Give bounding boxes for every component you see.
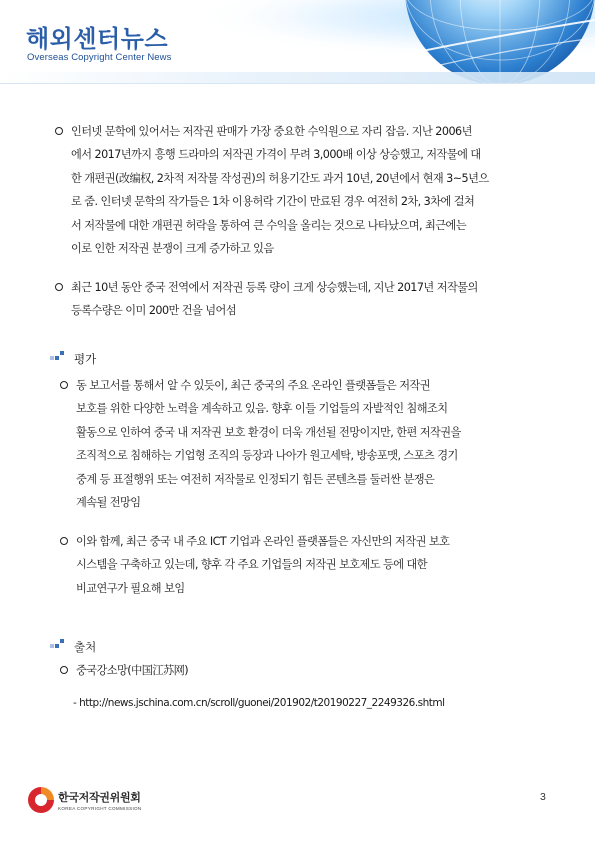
section-heading-label: 출처 xyxy=(74,640,97,654)
text-line: 활동으로 인하여 중국 내 저작권 보호 환경이 더욱 개선될 전망이지만, 한편 저작권을 xyxy=(76,425,461,439)
text-line: 동 보고서를 통해서 알 수 있듯이, 최근 중국의 주요 온라인 플랫폼들은 저작권 xyxy=(76,379,431,392)
text-line: 로 줌. 인터넷 문학의 작가들은 1차 이용허락 기간이 만료된 경우 여전히 2차, 3차에 걸쳐 xyxy=(71,195,475,209)
text-line: 비교연구가 필요해 보임 xyxy=(76,581,185,595)
text-line: 계속될 전망임 xyxy=(76,496,141,510)
text-line: 최근 10년 동안 중국 전역에서 저작권 등록 량이 크게 상승했는데, 지난 2017년 저작물의 xyxy=(71,281,478,294)
commission-logo-icon xyxy=(26,785,56,815)
source-url-link[interactable]: - http://news.jschina.com.cn/scroll/guonei/201902/t20190227_2249326.shtml xyxy=(73,697,445,709)
text-line: 서 저작물에 대한 개편권 허락을 통하여 큰 수익을 올리는 것으로 나타났으며, 최근에는 xyxy=(71,218,467,232)
square-icon xyxy=(55,644,59,648)
square-icon xyxy=(60,639,64,643)
page-number: 3 xyxy=(540,791,546,803)
source-name: 중국강소망(中国江苏网) xyxy=(76,664,189,677)
bullet-circle-icon xyxy=(60,381,68,389)
text-line: 에서 2017년까지 흥행 드라마의 저작권 가격이 무려 3,000배 이상 상승했고, 저작물에 대 xyxy=(71,148,481,162)
text-line: 이와 함께, 최근 중국 내 주요 ICT 기업과 온라인 플랫폼들은 자신만의 저작권 보호 xyxy=(76,535,450,548)
footer-org-name: 한국저작권위원회 xyxy=(58,791,141,804)
section-heading-label: 평가 xyxy=(74,352,97,366)
text-line: 인터넷 문학에 있어서는 저작권 판매가 가장 중요한 수익원으로 자리 잡음. 지난 2006년 xyxy=(71,125,472,138)
square-icon xyxy=(50,356,54,360)
text-line: 이로 인한 저작권 분쟁이 크게 증가하고 있음 xyxy=(71,242,274,256)
text-line: 시스템을 구축하고 있는데, 향후 각 주요 기업들의 저작권 보호제도 등에 대한 xyxy=(76,558,428,572)
text-line: 등록수량은 이미 200만 건을 넘어섬 xyxy=(71,304,237,318)
square-icon xyxy=(55,356,59,360)
square-icon xyxy=(60,351,64,355)
bullet-circle-icon xyxy=(60,537,68,545)
bullet-circle-icon xyxy=(55,127,63,135)
text-line: 한 개편권(改编权, 2차적 저작물 작성권)의 허용기간도 과거 10년, 20년에서 현재 3~5년으 xyxy=(71,171,489,185)
square-icon xyxy=(50,644,54,648)
bullet-circle-icon xyxy=(55,283,63,291)
text-line: 중계 등 표절행위 또는 여전히 저작물로 인정되기 힘든 콘텐츠를 둘러싼 분쟁은 xyxy=(76,472,435,486)
text-line: 조직적으로 침해하는 기업형 조직의 등장과 나아가 원고세탁, 방송포맷, 스포츠 경기 xyxy=(76,449,458,463)
header-title: 해외센터뉴스 xyxy=(26,25,169,53)
text-line: 보호를 위한 다양한 노력을 계속하고 있음. 향후 이들 기업들의 자발적인 침해조치 xyxy=(76,402,448,416)
bullet-circle-icon xyxy=(60,666,68,674)
page-header xyxy=(0,0,595,84)
footer-org-subtitle: KOREA COPYRIGHT COMMISSION xyxy=(58,806,142,811)
header-subtitle: Overseas Copyright Center News xyxy=(27,52,172,63)
